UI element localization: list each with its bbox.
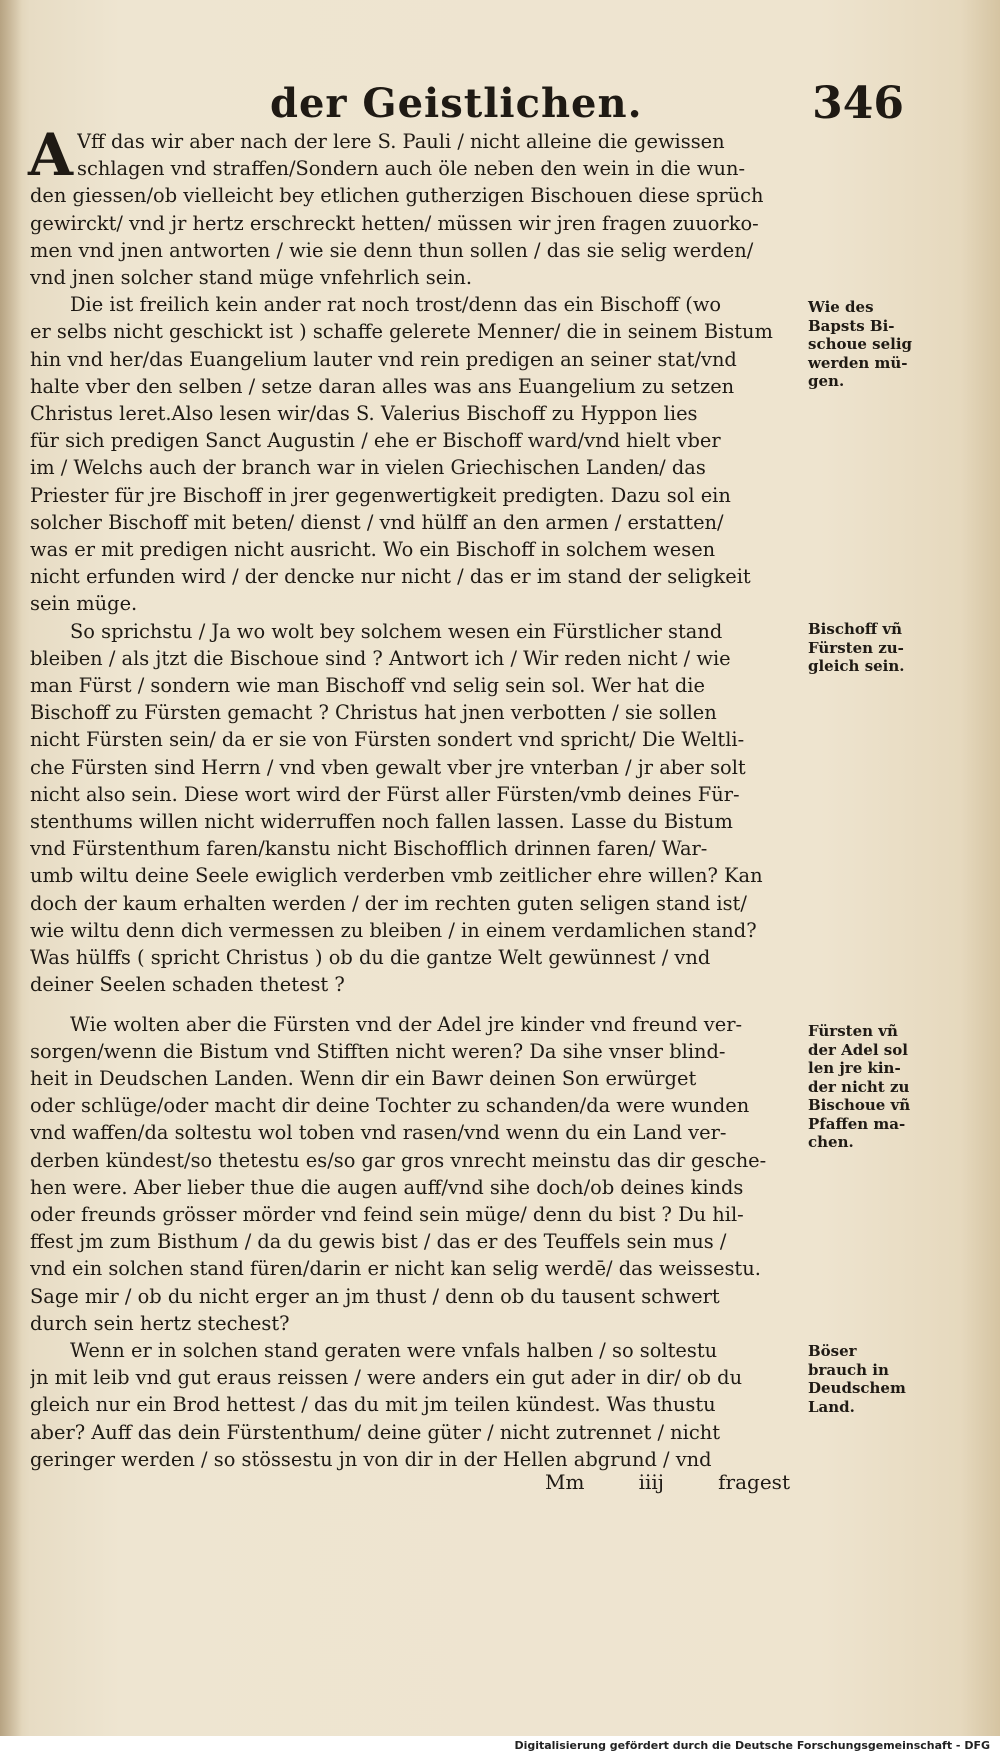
text-line: man Fürst / sondern wie man Bischoff vnd selig sein sol. Wer hat die — [30, 674, 705, 698]
text-line: oder freunds grösser mörder vnd feind sein müge/ denn du bist ? Du hil- — [30, 1202, 744, 1226]
text-line: doch der kaum erhalten werden / der im rechten guten seligen stand ist/ — [30, 891, 747, 915]
margin-note — [808, 1022, 911, 1152]
signature-mark: Mm — [545, 1470, 585, 1494]
paragraph — [30, 618, 800, 999]
margin-note-line: Böser — [808, 1342, 857, 1360]
text-line: solcher Bischoff mit beten/ dienst / vnd hülff an den armen / erstatten/ — [30, 510, 724, 534]
text-line: schlagen vnd straffen/Sondern auch öle neben den wein in die wun- — [77, 157, 746, 181]
paragraph — [30, 291, 800, 617]
drop-cap: A — [28, 121, 74, 189]
text-line: für sich predigen Sanct Augustin / ehe er Bischoff ward/vnd hielt vber — [30, 429, 721, 453]
folio-number: 346 — [812, 78, 904, 129]
text-line: vnd waffen/da soltestu wol toben vnd rasen/vnd wenn du ein Land ver- — [30, 1121, 727, 1145]
margin-note-line: brauch in — [808, 1360, 889, 1379]
text-line: was er mit predigen nicht ausricht. Wo ein Bischoff in solchem wesen — [30, 538, 716, 562]
text-line: stenthums willen nicht widerruffen noch fallen lassen. Lasse du Bistum — [30, 810, 733, 834]
paragraph — [30, 1011, 800, 1337]
text-line: heit in Deudschen Landen. Wenn dir ein Bawr deinen Son erwürget — [30, 1066, 697, 1090]
text-line: aber? Auff das dein Fürstenthum/ deine güter / nicht zutrennet / nicht — [30, 1420, 720, 1444]
text-line: geringer werden / so stössestu jn von dir in der Hellen abgrund / vnd — [30, 1447, 712, 1471]
text-line: umb wiltu deine Seele ewiglich verderben vmb zeitlicher ehre willen? Kan — [30, 864, 763, 888]
text-line: Christus leret.Also lesen wir/das S. Valerius Bischoff zu Hyppon lies — [30, 402, 698, 426]
text-line: halte vber den selben / setze daran alles was ans Euangelium zu setzen — [30, 374, 735, 398]
margin-note-line: Fürsten zu- — [808, 638, 904, 657]
margin-note-line: Pfaffen ma- — [808, 1114, 906, 1133]
margin-note-line: Bischoff vñ — [808, 620, 903, 638]
text-line: vnd Fürstenthum faren/kanstu nicht Bischofflich drinnen faren/ War- — [30, 837, 708, 861]
margin-note-line: chen. — [808, 1133, 854, 1151]
signature-number: iiij — [638, 1470, 664, 1494]
text-line: hen were. Aber lieber thue die augen auff/vnd sihe doch/ob deines kinds — [30, 1175, 744, 1199]
text-line: Sage mir / ob du nicht erger an jm thust / denn ob du tausent schwert — [30, 1284, 720, 1308]
text-line: nicht erfunden wird / der dencke nur nicht / das er im stand der seligkeit — [30, 565, 751, 589]
text-line: Priester für jre Bischoff in jrer gegenwertigkeit predigten. Dazu sol ein — [30, 483, 731, 507]
margin-note — [808, 298, 913, 391]
text-line: So sprichstu / Ja wo wolt bey solchem wesen ein Fürstlicher stand — [70, 619, 723, 643]
paragraph — [28, 121, 800, 291]
margin-note-line: Wie des — [808, 298, 874, 316]
margin-note-line: Bischoue vñ — [808, 1096, 911, 1114]
text-line: im / Welchs auch der branch war in vielen Griechischen Landen/ das — [30, 456, 706, 480]
margin-note-line: gleich sein. — [808, 657, 905, 675]
catchwords — [545, 1470, 790, 1494]
text-line: Vff das wir aber nach der lere S. Pauli / nicht alleine die gewissen — [77, 130, 725, 153]
text-line: jn mit leib vnd gut eraus reissen / were anders ein gut ader in dir/ ob du — [30, 1366, 743, 1390]
text-line: vnd ein solchen stand füren/darin er nicht kan selig werdē/ das weissestu. — [30, 1257, 761, 1281]
margin-note-line: der Adel sol — [808, 1040, 908, 1059]
text-line: hin vnd her/das Euangelium lauter vnd rein predigen an seiner stat/vnd — [30, 347, 737, 371]
margin-note-line: gen. — [808, 372, 845, 390]
text-line: sorgen/wenn die Bistum vnd Stifften nicht weren? Da sihe vnser blind- — [30, 1039, 726, 1063]
text-line: vnd jnen solcher stand müge vnfehrlich sein. — [30, 266, 473, 290]
text-line: derben kündest/so thetestu es/so gar gros vnrecht meinstu das dir gesche- — [30, 1148, 767, 1172]
text-line: oder schlüge/oder macht dir deine Tochter zu schanden/da were wunden — [30, 1094, 750, 1118]
margin-note-line: Fürsten vñ — [808, 1022, 898, 1040]
text-line: sein müge. — [30, 592, 138, 616]
margin-note-line: Bapsts Bi- — [808, 316, 895, 335]
margin-note-line: len jre kin- — [808, 1059, 901, 1077]
running-header: der Geistlichen. — [270, 80, 643, 127]
margin-note-line: schoue selig — [808, 335, 913, 353]
text-line: nicht Fürsten sein/ da er sie von Fürsten sondert vnd spricht/ Die Weltli- — [30, 728, 745, 752]
text-line: ffest jm zum Bisthum / da du gewis bist / das er des Teuffels sein mus / — [30, 1230, 727, 1254]
text-line: er selbs nicht geschickt ist ) schaffe gelerete Menner/ die in seinem Bistum — [30, 320, 773, 344]
text-line: men vnd jnen antworten / wie sie denn thun sollen / das sie selig werden/ — [30, 238, 754, 262]
text-line: Was hülffs ( spricht Christus ) ob du die gantze Welt gewünnest / vnd — [30, 946, 711, 970]
catchword: fragest — [718, 1470, 790, 1494]
funding-credit: Digitalisierung gefördert durch die Deutsche Forschungsgemeinschaft - DFG — [514, 1739, 990, 1752]
text-line: bleiben / als jtzt die Bischoue sind ? Antwort ich / Wir reden nicht / wie — [30, 646, 731, 670]
text-line: Bischoff zu Fürsten gemacht ? Christus hat jnen verbotten / sie sollen — [30, 701, 717, 725]
text-line: wie wiltu denn dich vermessen zu bleiben / in einem verdamlichen stand? — [30, 918, 757, 942]
margin-note — [808, 1342, 908, 1416]
text-line: che Fürsten sind Herrn / vnd vben gewalt vber jre vnterban / jr aber solt — [30, 755, 746, 779]
margin-note-line: der nicht zu — [808, 1077, 910, 1096]
text-line: Die ist freilich kein ander rat noch trost/denn das ein Bischoff (wo — [70, 293, 722, 317]
margin-note — [808, 620, 908, 676]
text-line: Wie wolten aber die Fürsten vnd der Adel jre kinder vnd freund ver- — [70, 1012, 743, 1036]
text-line: gleich nur ein Brod hettest / das du mit jm teilen kündest. Was thustu — [30, 1393, 716, 1417]
margin-note-line: Land. — [808, 1397, 855, 1416]
paragraph — [30, 1337, 800, 1473]
margin-note-line: werden mü- — [808, 353, 908, 372]
margin-note-line: Deudschem — [808, 1379, 906, 1397]
text-line: nicht also sein. Diese wort wird der Fürst aller Fürsten/vmb deines Für- — [30, 782, 740, 806]
text-line: durch sein hertz stechest? — [30, 1311, 290, 1335]
text-line: Wenn er in solchen stand geraten were vnfals halben / so soltestu — [70, 1338, 718, 1362]
main-text-block — [28, 121, 800, 1473]
text-line: deiner Seelen schaden thetest ? — [30, 973, 345, 997]
text-line: den giessen/ob vielleicht bey etlichen gutherzigen Bischouen diese sprüch — [30, 184, 764, 208]
text-line: gewirckt/ vnd jr hertz erschreckt hetten/ müssen wir jren fragen zuuorko- — [30, 211, 759, 235]
footer-bar — [0, 1736, 1000, 1756]
